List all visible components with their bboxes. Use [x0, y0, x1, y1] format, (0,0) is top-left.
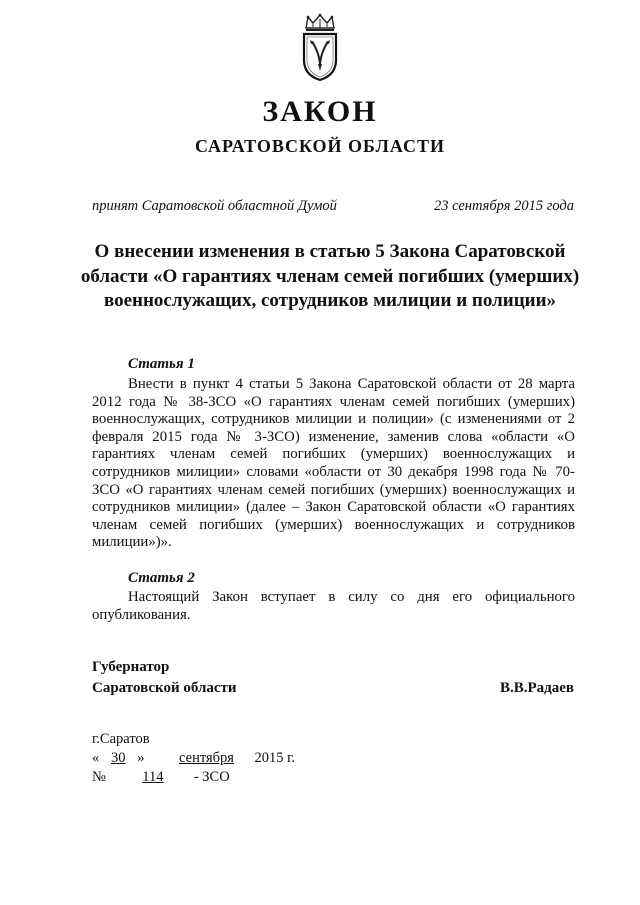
date-year: 2015 г. [254, 750, 296, 766]
saratov-coat-of-arms-icon [298, 12, 342, 82]
article-1-text: Внести в пункт 4 статьи 5 Закона Саратовской области от 28 марта 2012 года № 38-ЗСО «О гарантиях членам семей погибших (умерших) военнослужащих, сотрудников милиции и полиции» (с изменениями от 2 февраля 2015 года № 3-ЗСО) изменение, заменив слова «области «О гарантиях членам семей погибших (умерших) военнослужащих и сотрудников милиции» словами «области от 30 декабря 1998 года № 70-ЗСО «О гарантиях членам семей погибших (умерших) военнослужащих и сотрудников милиции» (далее – Закон Саратовской области «О гарантиях членам семей погибших (умерших) военнослужащих и сотрудников милиции»)». [92, 376, 575, 551]
region-name: САРАТОВСКОЙ ОБЛАСТИ [194, 136, 446, 156]
law-title: ЗАКОН [262, 95, 378, 128]
coat-of-arms-emblem [298, 12, 342, 82]
date-month: сентября [179, 750, 234, 766]
document-title: О внесении изменения в статью 5 Закона Саратовской области «О гарантиях членам семей погибших (умерших) военнослужащих, сотрудников милиции и полиции» [80, 241, 580, 311]
date-close-quote: » [137, 750, 145, 766]
signatory-position [92, 657, 237, 699]
adoption-date: 23 сентября 2015 года [433, 198, 574, 214]
date-open-quote: « [92, 750, 100, 766]
adoption-authority: принят Саратовской областной Думой [92, 198, 337, 214]
signing-city: г.Саратов [92, 731, 150, 747]
article-1-heading: Статья 1 [128, 356, 195, 372]
number-sign: № [92, 769, 106, 785]
number-value: 114 [142, 769, 164, 785]
article-2-heading: Статья 2 [128, 570, 195, 586]
number-suffix: - ЗСО [193, 769, 230, 785]
signatory-name: В.В.Радаев [499, 680, 574, 696]
law-number [92, 768, 230, 787]
article-2-text: Настоящий Закон вступает в силу со дня его официального опубликования. [92, 589, 575, 623]
date-day: 30 [111, 750, 126, 766]
position-line-2: Саратовской области [92, 680, 237, 696]
signing-date [92, 749, 295, 768]
position-line-1: Губернатор [92, 659, 170, 675]
